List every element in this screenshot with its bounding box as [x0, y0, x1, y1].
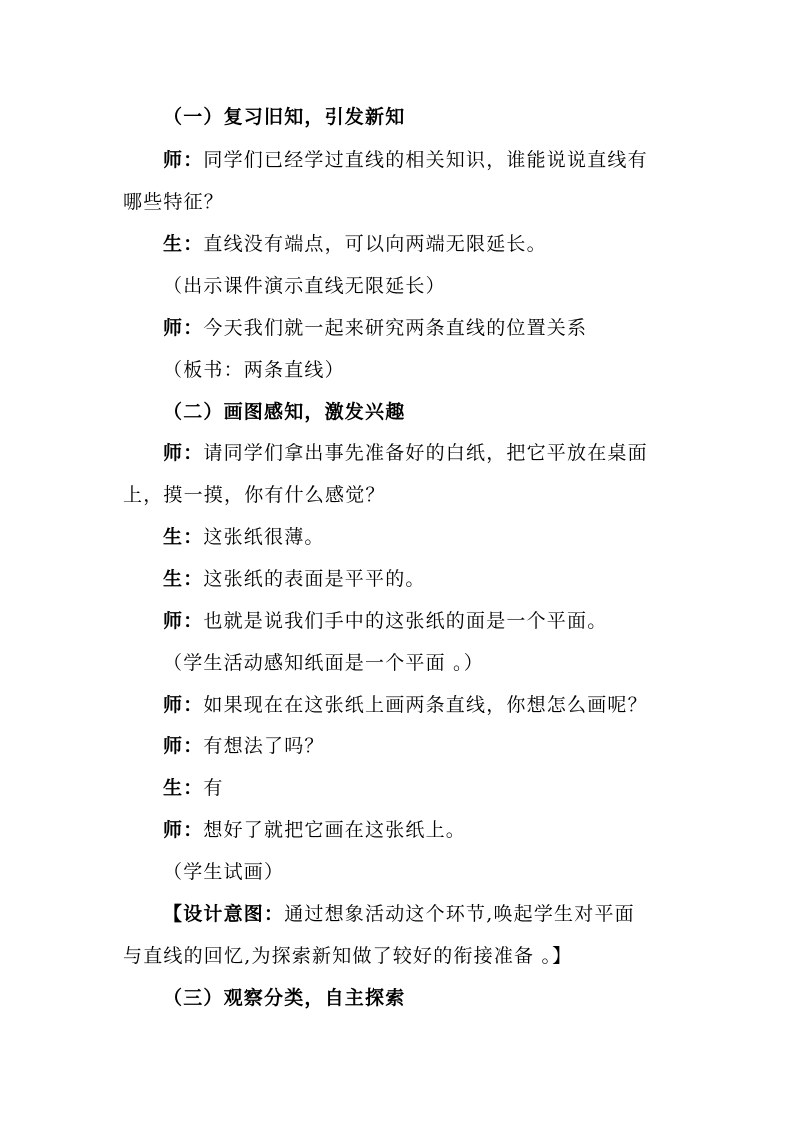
note-line: （出示课件演示直线无限延长）	[163, 275, 446, 297]
section-heading-3: （三）观察分类，自主探索	[163, 987, 406, 1009]
design-intent-label: 【设计意图：	[163, 903, 285, 925]
dialog-text: 请同学们拿出事先准备好的白纸，把它平放在桌面	[203, 442, 648, 464]
dialog-text: 直线没有端点，可以向两端无限延长。	[203, 233, 547, 255]
dialog-text: 如果现在在这张纸上画两条直线，你想怎么画呢？	[203, 694, 648, 716]
continuation-line: 哪些特征？	[123, 191, 225, 213]
continuation-line: 上，摸一摸，你有什么感觉？	[123, 484, 386, 506]
speaker-label: 生：	[163, 233, 204, 255]
dialog-line	[163, 776, 224, 800]
note-line: （板书：两条直线）	[163, 359, 345, 381]
speaker-label: 师：	[163, 149, 204, 171]
dialog-text: 想好了就把它画在这张纸上。	[203, 819, 467, 841]
dialog-line	[163, 316, 587, 340]
dialog-text: 今天我们就一起来研究两条直线的位置关系	[203, 317, 588, 339]
dialog-text: 这张纸很薄。	[203, 526, 325, 548]
dialog-line	[163, 148, 648, 172]
dialog-text: 同学们已经学过直线的相关知识，谁能说说直线有	[203, 149, 648, 171]
speaker-label: 师：	[163, 610, 204, 632]
speaker-label: 师：	[163, 735, 204, 757]
note-line: （学生活动感知纸面是一个平面 。）	[163, 652, 484, 674]
speaker-label: 生：	[163, 526, 204, 548]
design-intent-text: 通过想象活动这个环节,唤起学生对平面	[284, 903, 635, 925]
dialog-text: 有	[203, 777, 224, 799]
dialog-line	[163, 441, 648, 465]
dialog-line	[163, 232, 547, 256]
speaker-label: 生：	[163, 568, 204, 590]
speaker-label: 师：	[163, 442, 204, 464]
continuation-line: 与直线的回忆,为探索新知做了较好的衔接准备 。】	[123, 945, 573, 967]
dialog-line	[163, 525, 325, 549]
dialog-line	[163, 818, 466, 842]
section-heading-2: （二）画图感知，激发兴趣	[163, 401, 406, 423]
dialog-line	[163, 734, 325, 758]
speaker-label: 师：	[163, 694, 204, 716]
dialog-text: 也就是说我们手中的这张纸的面是一个平面。	[203, 610, 608, 632]
dialog-text: 有想法了吗？	[203, 735, 325, 757]
section-heading-1: （一）复习旧知，引发新知	[163, 106, 406, 128]
design-intent-line	[163, 902, 635, 926]
speaker-label: 师：	[163, 317, 204, 339]
dialog-line	[163, 693, 648, 717]
dialog-text: 这张纸的表面是平平的。	[203, 568, 426, 590]
speaker-label: 师：	[163, 819, 204, 841]
note-line: （学生试画）	[163, 861, 285, 883]
speaker-label: 生：	[163, 777, 204, 799]
dialog-line	[163, 609, 607, 633]
dialog-line	[163, 567, 426, 591]
